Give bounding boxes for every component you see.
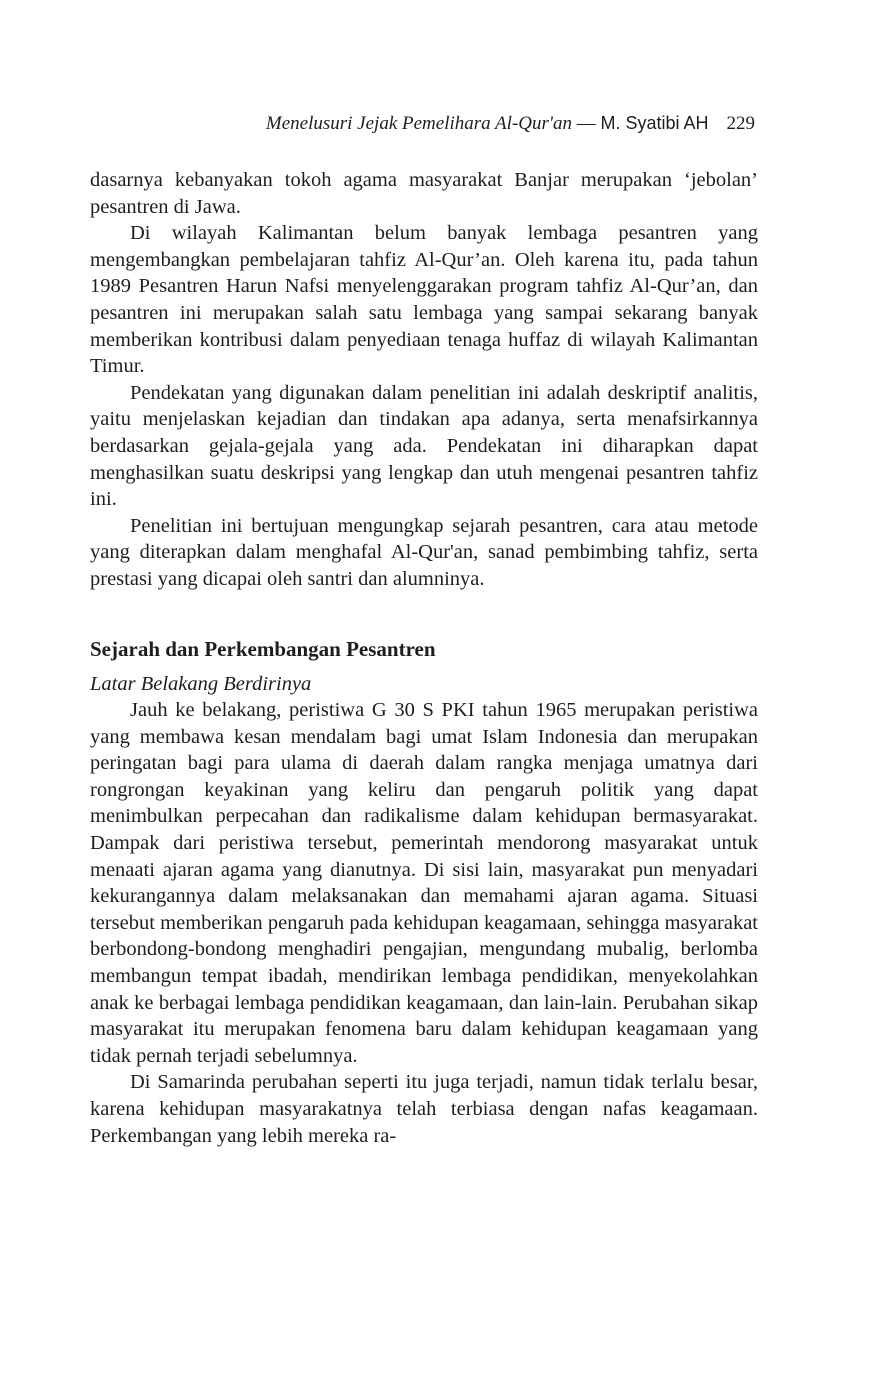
- paragraph: Jauh ke belakang, peristiwa G 30 S PKI tahun 1965 merupakan peristiwa yang membawa kesan mendalam bagi umat Islam Indonesia dan merupakan peringatan bagi para ulama di daerah dalam rangka menjaga umatnya dari rongrongan keyakinan yang keliru dan pengaruh politik yang dapat menimbulkan perpecahan dan radikalisme dalam kehidupan bermasyarakat. Dampak dari peristiwa tersebut, pemerintah mendorong masyarakat untuk menaati ajaran agama yang dianutnya. Di sisi lain, masyarakat pun menyadari kekurangannya dalam melaksanakan dan memahami ajaran agama. Situasi tersebut memberikan pengaruh pada kehidupan keagamaan, sehingga masyarakat berbondong-bondong menghadiri pengajian, mengundang mubalig, berlomba membangun tempat ibadah, mendirikan lembaga pendidikan, menyekolahkan anak ke berbagai lembaga pendidikan keagamaan, dan lain-lain. Perubahan sikap masyarakat itu merupakan fenomena baru dalam kehidupan keagamaan yang tidak pernah terjadi sebelumnya.: [90, 699, 758, 1067]
- paragraph: Pendekatan yang digunakan dalam penelitian ini adalah deskriptif analitis, yaitu menjelaskan kejadian dan tindakan apa adanya, serta menafsirkannya berdasarkan gejala-gejala yang ada. Pendekatan ini diharapkan dapat menghasilkan suatu deskripsi yang lengkap dan utuh mengenai pesantren tahfiz ini.: [90, 381, 758, 511]
- paragraph: dasarnya kebanyakan tokoh agama masyarakat Banjar merupakan ‘jebolan’ pesantren di Jawa.: [90, 169, 758, 218]
- paragraph: Di wilayah Kalimantan belum banyak lembaga pesantren yang mengembangkan pembelajaran tahfiz Al-Qur’an. Oleh karena itu, pada tahun 1989 Pesantren Harun Nafsi menyelenggarakan program tahfiz Al-Qur’an, dan pesantren ini merupakan salah satu lembaga yang sampai sekarang banyak memberikan kontribusi dalam penyediaan tenaga huffaz di wilayah Kalimantan Timur.: [90, 222, 758, 378]
- section-heading: Sejarah dan Perkembangan Pesantren: [90, 636, 436, 661]
- author-name: M. Syatibi AH: [600, 113, 709, 133]
- book-title: Menelusuri Jejak Pemelihara Al-Qur'an: [265, 113, 572, 134]
- page-body: [90, 167, 758, 1149]
- page-number: 229: [726, 113, 755, 134]
- paragraph: Penelitian ini bertujuan mengungkap sejarah pesantren, cara atau metode yang diterapkan dalam menghafal Al-Qur'an, sanad pembimbing tahfiz, serta prestasi yang dicapai oleh santri dan alumninya.: [90, 514, 758, 590]
- header-separator: —: [571, 113, 601, 134]
- paragraph: Di Samarinda perubahan seperti itu juga terjadi, namun tidak terlalu besar, karena kehidupan masyarakatnya telah terbiasa dengan nafas keagamaan. Perkembangan yang lebih mereka ra-: [90, 1071, 758, 1147]
- subsection-heading: Latar Belakang Berdirinya: [90, 672, 312, 695]
- running-header: [266, 113, 755, 135]
